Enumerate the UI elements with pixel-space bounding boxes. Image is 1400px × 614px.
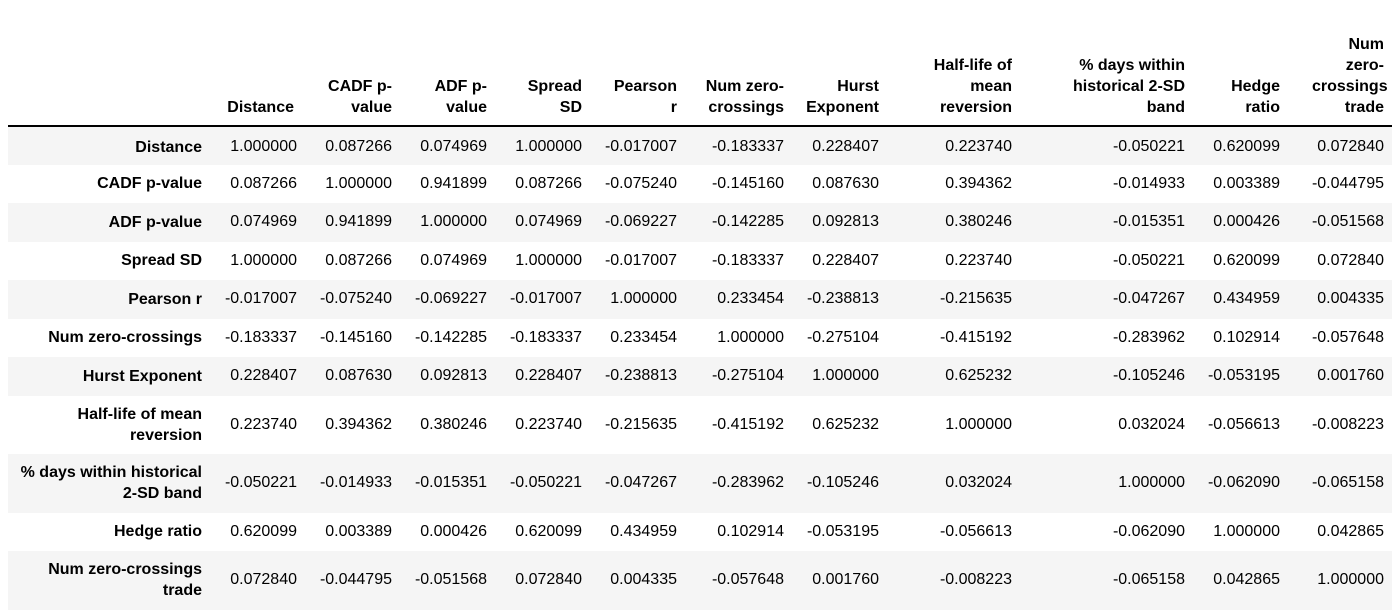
table-cell: 1.000000: [230, 138, 297, 156]
table-cell: 0.941899: [325, 213, 392, 231]
table-cell: 0.004335: [1317, 290, 1384, 308]
table-cell: -0.283962: [1112, 328, 1185, 346]
table-cell: -0.051568: [1311, 213, 1384, 231]
table-cell: 0.394362: [945, 174, 1012, 192]
table-cell: 0.032024: [945, 474, 1012, 492]
table-cell: -0.105246: [1112, 367, 1185, 385]
table-cell: -0.183337: [711, 138, 784, 156]
column-header: Spread SD: [495, 0, 590, 126]
table-cell: -0.050221: [224, 474, 297, 492]
table-cell: -0.008223: [939, 571, 1012, 589]
table-cell: 0.072840: [515, 571, 582, 589]
table-cell: -0.050221: [1112, 138, 1185, 156]
column-header: Num zero-crossings trade: [1288, 0, 1392, 126]
table-cell: -0.047267: [1112, 290, 1185, 308]
table-row: [8, 280, 1392, 319]
table-cell: 1.000000: [812, 367, 879, 385]
table-cell: 0.394362: [325, 415, 392, 433]
table-cell: -0.053195: [806, 522, 879, 540]
table-cell: -0.008223: [1311, 415, 1384, 433]
table-cell: 0.380246: [420, 415, 487, 433]
table-cell: 0.620099: [515, 522, 582, 540]
table-cell: 0.620099: [1213, 251, 1280, 269]
table-cell: -0.183337: [224, 328, 297, 346]
table-cell: 0.072840: [1317, 138, 1384, 156]
table-cell: 0.004335: [610, 571, 677, 589]
table-cell: -0.415192: [711, 415, 784, 433]
table-cell: 0.233454: [717, 290, 784, 308]
header-row: [8, 0, 1392, 126]
row-header: ADF p-value: [108, 213, 202, 231]
table-cell: 0.087630: [812, 174, 879, 192]
table-cell: -0.183337: [711, 251, 784, 269]
table-cell: 0.042865: [1317, 522, 1384, 540]
table-cell: -0.014933: [319, 474, 392, 492]
table-cell: -0.238813: [604, 367, 677, 385]
table-row: [8, 203, 1392, 242]
table-cell: -0.050221: [509, 474, 582, 492]
table-row: [8, 126, 1392, 165]
table-cell: -0.017007: [604, 251, 677, 269]
table-cell: -0.056613: [939, 522, 1012, 540]
table-cell: -0.069227: [414, 290, 487, 308]
row-header: Pearson r: [128, 290, 202, 308]
correlation-table: [8, 0, 1392, 610]
table-cell: 1.000000: [515, 138, 582, 156]
table-row: [8, 551, 1392, 610]
table-cell: -0.047267: [604, 474, 677, 492]
table-cell: -0.056613: [1207, 415, 1280, 433]
row-header: Num zero-crossings trade: [48, 561, 202, 600]
table-cell: 0.087266: [230, 174, 297, 192]
table-cell: 0.223740: [515, 415, 582, 433]
column-header: ADF p-value: [400, 0, 495, 126]
table-cell: -0.051568: [414, 571, 487, 589]
table-cell: -0.142285: [414, 328, 487, 346]
table-cell: -0.215635: [604, 415, 677, 433]
table-cell: 0.223740: [945, 138, 1012, 156]
column-header: Num zero-crossings: [685, 0, 792, 126]
table-cell: 0.042865: [1213, 571, 1280, 589]
column-header: Distance: [210, 0, 305, 126]
table-row: [8, 319, 1392, 358]
table-cell: -0.015351: [1112, 213, 1185, 231]
row-header: CADF p-value: [97, 175, 202, 193]
table-cell: 0.000426: [420, 522, 487, 540]
table-cell: 0.620099: [230, 522, 297, 540]
table-cell: -0.065158: [1311, 474, 1384, 492]
table-cell: 0.233454: [610, 328, 677, 346]
table-cell: 0.001760: [1317, 367, 1384, 385]
table-cell: -0.283962: [711, 474, 784, 492]
table-cell: 0.072840: [230, 571, 297, 589]
row-header: Half-life of mean reversion: [77, 405, 202, 444]
table-cell: 0.003389: [1213, 174, 1280, 192]
table-cell: -0.015351: [414, 474, 487, 492]
table-cell: -0.238813: [806, 290, 879, 308]
table-row: [8, 396, 1392, 455]
table-cell: 0.074969: [420, 251, 487, 269]
table-cell: 0.001760: [812, 571, 879, 589]
column-header: Half-life of mean reversion: [887, 0, 1020, 126]
table-row: [8, 357, 1392, 396]
row-header: % days within historical 2-SD band: [20, 464, 202, 503]
corner-cell: [8, 0, 210, 126]
table-cell: 0.087630: [325, 367, 392, 385]
table-cell: -0.017007: [509, 290, 582, 308]
table-cell: 0.223740: [230, 415, 297, 433]
table-cell: 0.003389: [325, 522, 392, 540]
column-header: Hurst Exponent: [792, 0, 887, 126]
table-cell: -0.053195: [1207, 367, 1280, 385]
table-cell: -0.183337: [509, 328, 582, 346]
table-cell: -0.014933: [1112, 174, 1185, 192]
table-cell: 0.092813: [420, 367, 487, 385]
table-cell: -0.142285: [711, 213, 784, 231]
table-cell: 0.434959: [610, 522, 677, 540]
table-cell: -0.105246: [806, 474, 879, 492]
table-cell: -0.062090: [1112, 522, 1185, 540]
table-cell: 1.000000: [230, 251, 297, 269]
table-cell: -0.075240: [319, 290, 392, 308]
row-header: Hedge ratio: [113, 523, 202, 541]
table-row: [8, 165, 1392, 204]
table-cell: -0.145160: [711, 174, 784, 192]
table-cell: 0.228407: [812, 251, 879, 269]
table-cell: 0.380246: [945, 213, 1012, 231]
table-cell: 1.000000: [610, 290, 677, 308]
table-cell: 0.087266: [325, 251, 392, 269]
row-header: Hurst Exponent: [82, 367, 202, 385]
table-cell: 0.228407: [230, 367, 297, 385]
table-cell: 0.625232: [945, 367, 1012, 385]
table-cell: 1.000000: [945, 415, 1012, 433]
table-cell: -0.017007: [224, 290, 297, 308]
table-cell: 1.000000: [325, 174, 392, 192]
table-cell: 0.074969: [230, 213, 297, 231]
table-cell: 0.228407: [812, 138, 879, 156]
table-cell: 0.102914: [717, 522, 784, 540]
table-cell: 0.941899: [420, 174, 487, 192]
table-row: [8, 454, 1392, 513]
table-cell: 0.087266: [325, 138, 392, 156]
row-header: Distance: [135, 138, 202, 156]
table-cell: 0.434959: [1213, 290, 1280, 308]
table-cell: -0.075240: [604, 174, 677, 192]
table-row: [8, 242, 1392, 281]
table-cell: 0.087266: [515, 174, 582, 192]
table-cell: -0.415192: [939, 328, 1012, 346]
row-header: Num zero-crossings: [48, 329, 202, 347]
table-cell: 0.625232: [812, 415, 879, 433]
table-cell: 0.000426: [1213, 213, 1280, 231]
table-cell: -0.069227: [604, 213, 677, 231]
table-cell: -0.215635: [939, 290, 1012, 308]
table-cell: 0.223740: [945, 251, 1012, 269]
table-cell: -0.275104: [806, 328, 879, 346]
table-cell: -0.065158: [1112, 571, 1185, 589]
table-cell: 1.000000: [717, 328, 784, 346]
table-cell: 0.074969: [515, 213, 582, 231]
table-cell: -0.044795: [319, 571, 392, 589]
table-cell: 1.000000: [420, 213, 487, 231]
column-header: % days within historical 2-SD band: [1020, 0, 1193, 126]
table-cell: -0.057648: [1311, 328, 1384, 346]
table-cell: 0.228407: [515, 367, 582, 385]
table-cell: 0.032024: [1118, 415, 1185, 433]
table-cell: 1.000000: [1213, 522, 1280, 540]
table-cell: 0.092813: [812, 213, 879, 231]
table-cell: -0.057648: [711, 571, 784, 589]
row-header: Spread SD: [121, 252, 202, 270]
table-row: [8, 513, 1392, 552]
table-cell: -0.275104: [711, 367, 784, 385]
table-cell: -0.145160: [319, 328, 392, 346]
table-cell: 0.072840: [1317, 251, 1384, 269]
table-cell: -0.044795: [1311, 174, 1384, 192]
table-cell: 0.102914: [1213, 328, 1280, 346]
table-cell: -0.017007: [604, 138, 677, 156]
column-header: CADF p-value: [305, 0, 400, 126]
table-cell: -0.050221: [1112, 251, 1185, 269]
table-cell: 1.000000: [1118, 474, 1185, 492]
column-header: Hedge ratio: [1193, 0, 1288, 126]
table-cell: 1.000000: [515, 251, 582, 269]
column-header: Pearson r: [590, 0, 685, 126]
table-cell: -0.062090: [1207, 474, 1280, 492]
table-body: [8, 126, 1392, 610]
table-cell: 0.620099: [1213, 138, 1280, 156]
table-cell: 0.074969: [420, 138, 487, 156]
table-cell: 1.000000: [1317, 571, 1384, 589]
